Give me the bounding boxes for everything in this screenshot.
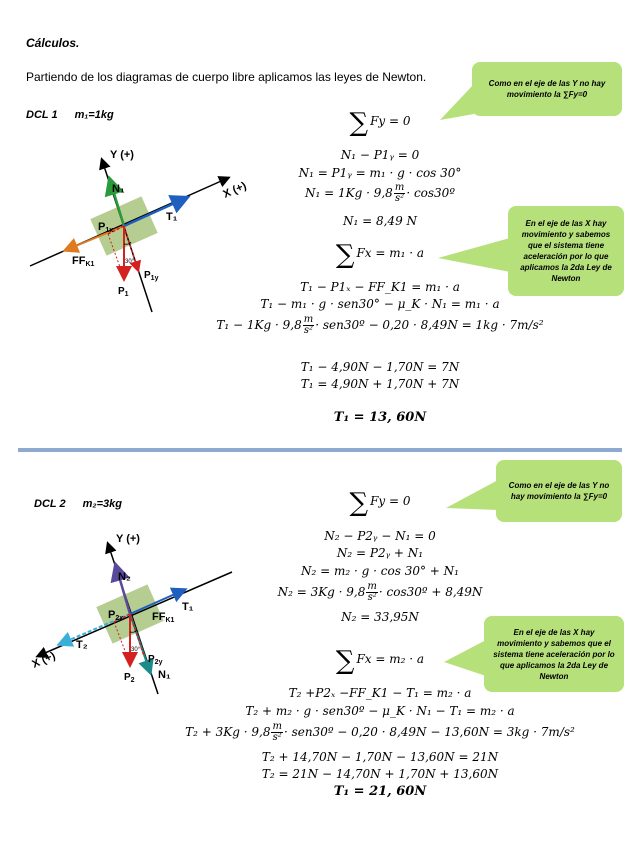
result-2: T₁ = 21, 60N (333, 784, 427, 799)
sum-fy-2: ∑ Fy = 0 (349, 488, 411, 518)
x-axis-label-1: X (+) (221, 179, 249, 201)
ff-label-2: FFK1 (152, 611, 175, 624)
section-divider (18, 448, 622, 452)
angle-label-1: 30° (125, 259, 135, 265)
dcl2-mass: m₂=3kg (82, 498, 123, 510)
p1y-label: $P_{1y}$ (144, 270, 159, 282)
angle-label-2: 30° (131, 647, 141, 653)
dcl1-mass: m₁=1kg (74, 109, 114, 121)
dcl1-label: DCL 1 (26, 109, 58, 121)
sigma-icon: ∑ (335, 646, 355, 676)
p1x-label: P1x (98, 221, 114, 234)
eq8-1: T₁ − 4,90N − 1,70N = 7N (300, 360, 460, 374)
eq5-2: N₂ = 33,95N (341, 610, 419, 624)
t1-label-2: T₁ (182, 601, 194, 613)
n1-label: N₁ (112, 183, 125, 195)
note-fy-1: Como en el eje de las Y no hay movimiento la ∑Fy=0 (472, 62, 622, 116)
x-axis-label-2: X (+) (30, 649, 58, 671)
eq5-1: T₁ − P1ₓ − FF_K1 = m₁ · a (300, 280, 460, 294)
note-fx-2: En el eje de las X hay movimiento y sabemos que el sistema tiene aceleración por lo que aplicamos la 2da Ley de Newton (484, 616, 624, 692)
n1-label-2: N₁ (158, 669, 171, 681)
sigma-icon: ∑ (349, 488, 369, 518)
p2x-label: P2x (108, 609, 124, 622)
eq10-2: T₂ = 21N − 14,70N + 1,70N + 13,60N (261, 767, 499, 781)
p2y-label: $P_{2y}$ (148, 654, 163, 666)
sum-fy-1: ∑ Fy = 0 (349, 108, 411, 138)
p1-label: $P_1$ (118, 286, 129, 298)
note-fy-2: Como en el eje de las Y no hay movimiento la ∑Fy=0 (496, 460, 622, 522)
y-axis-label-2: Y (+) (116, 533, 140, 545)
ff-label: FFK1 (72, 255, 95, 268)
result-1: T₁ = 13, 60N (333, 410, 427, 425)
eq7-2: T₂ + m₂ · g · sen30º − μ_K · N₁ − T₁ = m₂ · a (245, 704, 515, 718)
eq1-1: N₁ − P1ᵧ = 0 (340, 148, 420, 162)
sum-fx-2: ∑ Fx = m₂ · a (335, 646, 425, 676)
eq9-2: T₂ + 14,70N − 1,70N − 13,60N = 21N (261, 750, 499, 764)
t2-label: T₂ (76, 639, 88, 651)
eq7-1: T₁ − 1Kg · 9,8 $\frac{m}{\text{s²}}$ · sen30º − 0,20 · 8,49N = 1kg · 7m/s² (216, 314, 544, 336)
eq1-2: N₂ − P2ᵧ − N₁ = 0 (324, 529, 436, 543)
dcl1-title (26, 109, 114, 121)
note-fx-1: En el eje de las X hay movimiento y sabemos que el sistema tiene aceleración por lo que aplicamos la 2da Ley de Newton (508, 206, 624, 296)
eq6-2: T₂ +P2ₓ −FF_K1 − T₁ = m₂ · a (288, 686, 472, 700)
eq2-1: N₁ = P1ᵧ = m₁ · g · cos 30° (298, 166, 462, 180)
sigma-icon: ∑ (349, 108, 369, 138)
eq2-2: N₂ = P2ᵧ + N₁ (336, 546, 424, 560)
eq9-1: T₁ = 4,90N + 1,70N + 7N (300, 377, 460, 391)
p2-label: $P_2$ (124, 672, 135, 684)
n2-label: N₂ (118, 571, 131, 583)
eq4-2: N₂ = 3Kg · 9,8 $\frac{m}{\text{s²}}$ · cos30º + 8,49N (277, 581, 483, 603)
dcl2-label: DCL 2 (34, 498, 66, 510)
sigma-icon: ∑ (335, 240, 355, 270)
eq4-1: N₁ = 8,49 N (342, 214, 418, 228)
intro-text: Partiendo de los diagramas de cuerpo libre aplicamos las leyes de Newton. (26, 70, 427, 84)
eq3-1: N₁ = 1Kg · 9,8 $\frac{m}{\text{s²}}$ · cos30º (305, 182, 455, 204)
page-heading: Cálculos. (26, 36, 80, 50)
t1-label: T₁ (166, 211, 178, 223)
eq6-1: T₁ − m₁ · g · sen30° − μ_K · N₁ = m₁ · a (260, 297, 500, 311)
eq8-2: T₂ + 3Kg · 9,8 $\frac{m}{\text{s²}}$ · sen30º − 0,20 · 8,49N − 13,60N = 3kg · 7m/s² (185, 721, 575, 743)
dcl2-title (34, 498, 122, 510)
y-axis-label-1: Y (+) (110, 149, 134, 161)
sum-fx-1: ∑ Fx = m₁ · a (335, 240, 425, 270)
eq3-2: N₂ = m₂ · g · cos 30° + N₁ (301, 564, 459, 578)
